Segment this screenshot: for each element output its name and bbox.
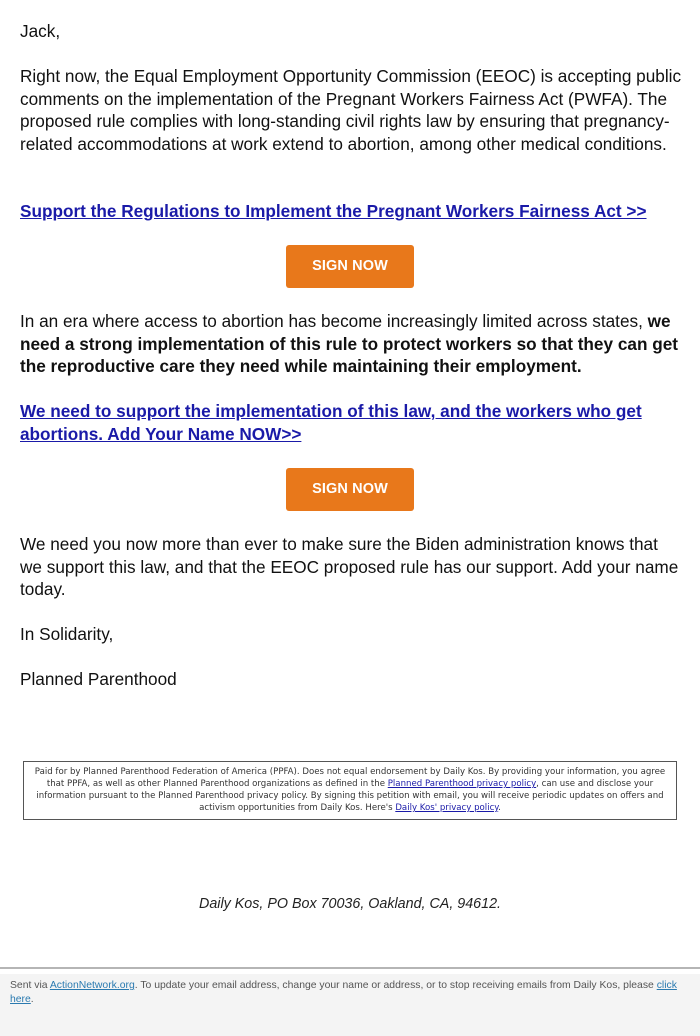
disclaimer-text-1: Paid for by Planned Parenthood Federation of America (PPFA). Does not equal endorsement by Daily Kos. By providing your information, you agree that PPFA, as well as other Planned Parenthood organizations as defined in the [34, 767, 666, 789]
closing-paragraph: We need you now more than ever to make sure the Biden administration knows that we support this law, and that the EEOC proposed rule has our support. Add your name today. [20, 534, 679, 599]
era-paragraph-plain: In an era where access to abortion has become increasingly limited across states, [20, 311, 648, 331]
signoff: In Solidarity, [20, 624, 114, 644]
era-paragraph [20, 310, 688, 378]
footer-divider [0, 967, 700, 969]
sign-now-button-2[interactable]: SIGN NOW [286, 468, 414, 511]
greeting: Jack, [20, 21, 61, 41]
add-your-name-link[interactable]: We need to support the implementation of this law, and the workers who get abortions. Add Your Name NOW>> [20, 401, 642, 444]
footer-text-2: . To update your email address, change your name or address, or to stop receiving emails from Daily Kos, please [134, 980, 657, 991]
unsubscribe-click-here-link[interactable]: click here [10, 980, 677, 1005]
daily-kos-privacy-link[interactable]: Daily Kos' privacy policy [395, 803, 499, 813]
footer-text [10, 979, 690, 1007]
actionnetwork-link[interactable]: ActionNetwork.org [49, 980, 135, 991]
paid-for-disclaimer [23, 761, 677, 820]
footer-text-1: Sent via [10, 980, 50, 991]
footer [0, 974, 700, 1036]
mailing-address: Daily Kos, PO Box 70036, Oakland, CA, 94612. [199, 896, 501, 912]
footer-text-3: . [30, 994, 34, 1005]
planned-parenthood-privacy-link[interactable]: Planned Parenthood privacy policy [387, 779, 537, 789]
disclaimer-text-2: , can use and disclose your information pursuant to the Planned Parenthood privacy policy. By signing this petition with email, you will receive periodic updates on offers and activism opportunities from Daily Kos. Here's [36, 779, 664, 813]
intro-paragraph: Right now, the Equal Employment Opportunity Commission (EEOC) is accepting public comments on the implementation of the Pregnant Workers Fairness Act (PWFA). The proposed rule complies with long-standing civil rights law by ensuring that pregnancy-related accommodations at work extend to abortion, among other medical conditions. [20, 66, 682, 154]
support-regulations-link[interactable]: Support the Regulations to Implement the Pregnant Workers Fairness Act >> [20, 201, 647, 221]
era-paragraph-bold: we need a strong implementation of this rule to protect workers so that they can get the reproductive care they need while maintaining their employment. [20, 311, 679, 376]
signature: Planned Parenthood [20, 669, 177, 689]
disclaimer-text-3: . [498, 803, 501, 813]
sign-now-button-1[interactable]: SIGN NOW [286, 245, 414, 288]
